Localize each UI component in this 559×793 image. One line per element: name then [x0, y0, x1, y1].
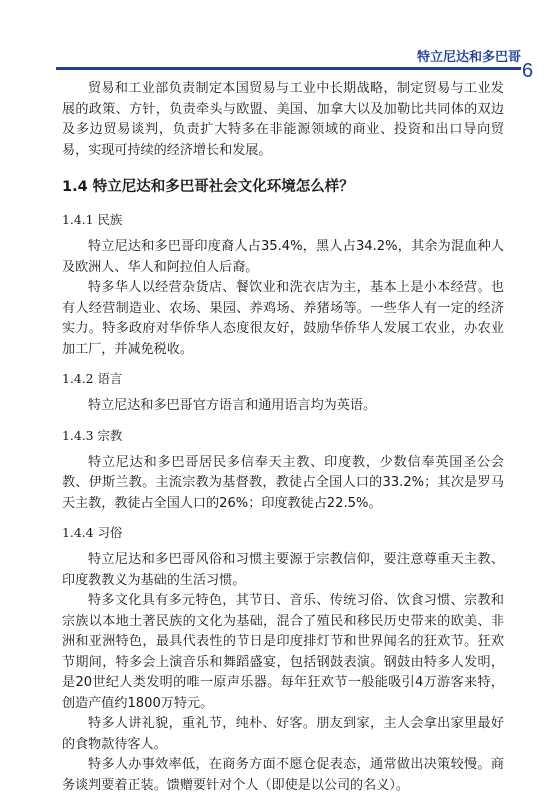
paragraph: 特多人办事效率低，在商务方面不愿仓促表态，通常做出决策较慢。商务谈判要着正装。馈赠要针对个人（即使是以公司的名义）。 [62, 757, 504, 793]
subsection-heading-ethnicity: 1.4.1 民族 [62, 212, 123, 227]
running-header [0, 40, 559, 70]
section-title: 1.4 特立尼达和多巴哥社会文化环境怎么样？ [62, 179, 354, 195]
paragraph: 特立尼达和多巴哥居民多信奉天主教、印度教，少数信奉英国圣公会教、伊斯兰教。主流宗教为基督教，教徒占全国人口的33.2%；其次是罗马天主教，教徒占全国人口的26%；印度教徒占22.5%。 [62, 454, 504, 511]
subsection-heading-language: 1.4.2 语言 [62, 371, 123, 386]
paragraph: 特多人讲礼貌，重礼节，纯朴、好客。朋友到家，主人会拿出家里最好的食物款待客人。 [62, 716, 504, 752]
header-rule [56, 67, 521, 70]
intro-paragraph: 贸易和工业部负责制定本国贸易与工业中长期战略，制定贸易与工业发展的政策、方针，负责牵头与欧盟、美国、加拿大以及加勒比共同体的双边及多边贸易谈判，负责扩大特多在非能源领域的商业、投资和出口导向贸易，实现可持续的经济增长和发展。 [62, 81, 504, 158]
paragraph: 特多华人以经营杂货店、餐饮业和洗衣店为主，基本上是小本经营。也有人经营制造业、农场、果园、养鸡场、养猪场等。一些华人有一定的经济实力。特多政府对华侨华人态度很友好，鼓励华侨华人发展工农业，办农业加工厂，并减免税收。 [62, 280, 504, 357]
paragraph: 特多文化具有多元特色，其节日、音乐、传统习俗、饮食习惯、宗教和宗族以本地土著民族的文化为基础，混合了殖民和移民历史带来的欧美、非洲和亚洲特色，最具代表性的节日是印度排灯节和世界闻名的狂欢节。狂欢节期间，特多会上演音乐和舞蹈盛宴，包括钢鼓表演。钢鼓由特多人发明，是20世纪人类发明的唯一原声乐器。每年狂欢节一般能吸引4万游客来特，创造产值约1800万特元。 [62, 593, 504, 711]
paragraph: 特立尼达和多巴哥风俗和习惯主要源于宗教信仰，要注意尊重天主教、印度教教义为基础的生活习惯。 [62, 552, 504, 588]
page-number: 6 [522, 60, 534, 82]
page-body [62, 79, 504, 793]
subsection-heading-religion: 1.4.3 宗教 [62, 427, 123, 443]
paragraph: 特立尼达和多巴哥官方语言和通用语言均为英语。 [88, 398, 377, 413]
subsection-heading-customs: 1.4.4 习俗 [62, 525, 123, 540]
header-title: 特立尼达和多巴哥 [416, 50, 521, 65]
paragraph: 特立尼达和多巴哥印度裔人占35.4%，黑人占34.2%，其余为混血种人及欧洲人、华人和阿拉伯人后裔。 [62, 239, 504, 275]
